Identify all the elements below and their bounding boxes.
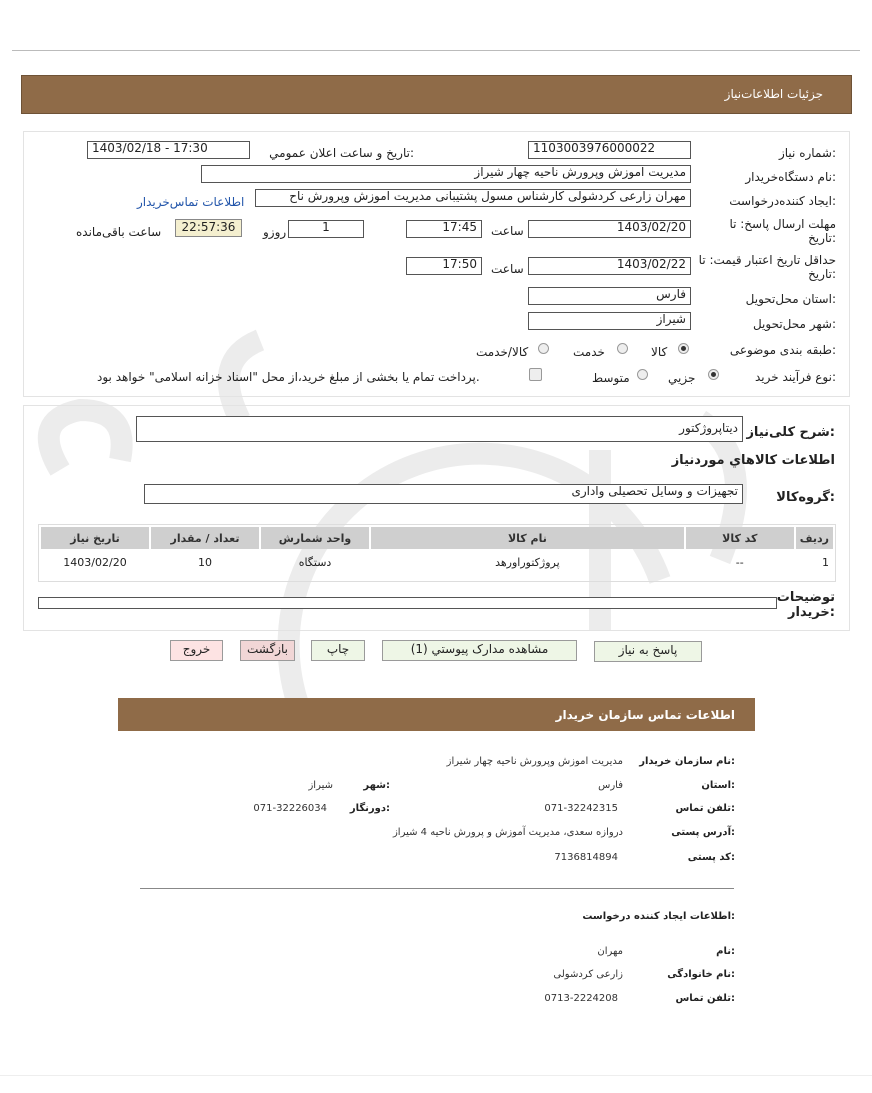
- creator-phone-label: تلفن تماس:: [675, 993, 735, 1004]
- items-table: [39, 525, 835, 575]
- need-desc-field: دیتاپروژکتور: [136, 416, 743, 442]
- category-option-service: خدمت: [573, 345, 605, 359]
- contact-postal-label: کد پستی:: [687, 852, 735, 863]
- process-radio-medium[interactable]: [637, 369, 648, 380]
- cell-quantity: 10: [198, 555, 212, 569]
- print-button[interactable]: چاپ: [311, 640, 365, 661]
- creator-name-label: نام:: [716, 946, 735, 957]
- view-attachments-button[interactable]: مشاهده مدارک پيوستي (1): [382, 640, 577, 661]
- price-valid-hour-label: ساعت: [491, 262, 524, 276]
- city-field: شیراز: [528, 312, 691, 330]
- cell-goods-code: --: [735, 555, 744, 569]
- province-label: استان محل‌تحويل:: [745, 292, 836, 306]
- cell-row: 1: [822, 555, 829, 569]
- price-valid-time-field: 17:50: [406, 257, 482, 275]
- need-number-field: 1103003976000022: [528, 141, 691, 159]
- category-label: طبقه بندی موضوعی:: [729, 343, 836, 357]
- contact-city-label: شهر:: [363, 780, 390, 791]
- cell-unit: دستگاه: [298, 555, 332, 569]
- contact-org-label: نام سازمان خریدار:: [639, 756, 735, 767]
- buyer-contact-header: [118, 698, 755, 731]
- reply-button[interactable]: پاسخ به نياز: [594, 641, 702, 662]
- process-option-minor: جزيي: [668, 371, 696, 385]
- col-unit: واحد شمارش: [261, 527, 369, 549]
- deadline-time-field: 17:45: [406, 220, 482, 238]
- col-quantity: تعداد / مقدار: [151, 527, 259, 549]
- details-header: [21, 75, 852, 114]
- deadline-date-field: 1403/02/20: [528, 220, 691, 238]
- treasury-payment-checkbox[interactable]: [529, 368, 542, 381]
- contact-org-value: مدیریت اموزش وپرورش ناحیه چهار شیراز: [446, 756, 623, 767]
- bottom-divider: [0, 1075, 872, 1076]
- cell-goods-name: پروژکتوراورهد: [495, 555, 560, 569]
- deadline-label: مهلت ارسال پاسخ: تا تاريخ:: [729, 217, 836, 245]
- contact-fax-label: دورنگار:: [349, 803, 390, 814]
- contact-phone-value: 071-32242315: [544, 803, 618, 814]
- goods-info-title: اطلاعات كالاهاي موردنياز: [671, 453, 835, 468]
- creator-family-value: زارعی کردشولی: [553, 969, 623, 980]
- contact-address-label: آدرس پستی:: [671, 827, 735, 838]
- days-label: روزو: [263, 225, 287, 239]
- process-label: نوع فرآيند خريد:: [754, 370, 836, 384]
- creator-name-value: مهران: [597, 946, 623, 957]
- process-radio-minor[interactable]: [708, 369, 719, 380]
- exit-button[interactable]: خروج: [170, 640, 223, 661]
- remaining-timer: 22:57:36: [175, 219, 242, 237]
- days-field: 1: [288, 220, 364, 238]
- contact-address-value: دروازه سعدی، مدیریت آموزش و پرورش ناحیه 4 شیراز: [392, 827, 623, 838]
- buyer-contact-link[interactable]: اطلاعات تماس‌خريدار: [137, 195, 245, 209]
- col-goods-name: نام كالا: [371, 527, 684, 549]
- announce-label: تاريخ و ساعت اعلان عمومي:: [269, 146, 414, 160]
- announce-field: 1403/02/18 - 17:30: [87, 141, 250, 159]
- province-field: فارس: [528, 287, 691, 305]
- treasury-payment-text: پرداخت تمام يا بخشی از مبلغ خريد،از محل "اسناد خزانه اسلامی" خواهد بود.: [97, 370, 480, 384]
- buyer-notes-label: توضيحات خريدار:: [776, 590, 835, 620]
- details-header-title: جزئیات اطلاعات‌نیاز: [724, 87, 823, 101]
- creator-phone-value: 0713-2224208: [544, 993, 618, 1004]
- category-radio-goods-service[interactable]: [538, 343, 549, 354]
- creator-info-title: اطلاعات ایجاد کننده درخواست:: [582, 911, 735, 922]
- category-option-goods: كالا: [651, 345, 668, 359]
- col-goods-code: کد كالا: [686, 527, 794, 549]
- contact-divider: [140, 888, 734, 889]
- deadline-hour-label: ساعت: [491, 224, 524, 238]
- top-divider: [12, 50, 860, 51]
- price-valid-date-field: 1403/02/22: [528, 257, 691, 275]
- items-table-frame: [38, 524, 836, 582]
- col-row: رديف: [796, 527, 833, 549]
- need-desc-label: شرح كلی‌نياز:: [746, 425, 835, 440]
- category-radio-goods[interactable]: [678, 343, 689, 354]
- back-button[interactable]: بازگشت: [240, 640, 295, 661]
- category-option-goods-service: كالا/خدمت: [476, 345, 529, 359]
- contact-postal-value: 7136814894: [554, 852, 618, 863]
- contact-city-value: شیراز: [308, 780, 333, 791]
- need-number-label: شماره نیاز:: [778, 146, 836, 160]
- remaining-label: ساعت باقی‌مانده: [76, 225, 162, 239]
- contact-province-label: استان:: [701, 780, 735, 791]
- buyer-notes-field: [38, 597, 777, 609]
- buyer-contact-title: اطلاعات تماس سازمان خریدار: [555, 708, 735, 722]
- items-table-header: [41, 527, 833, 549]
- creator-family-label: نام خانوادگی:: [667, 969, 735, 980]
- contact-fax-value: 071-32226034: [253, 803, 327, 814]
- contact-phone-label: تلفن تماس:: [675, 803, 735, 814]
- cell-need-date: 1403/02/20: [63, 555, 127, 569]
- table-row: [41, 551, 833, 573]
- goods-group-label: گروه‌کالا:: [776, 490, 835, 505]
- col-need-date: تاريخ نياز: [41, 527, 149, 549]
- city-label: شهر محل‌تحويل:: [752, 317, 836, 331]
- creator-field: مهران زارعی کردشولی کارشناس مسول پشتیبانی مدیریت اموزش وپرورش ناح: [255, 189, 691, 207]
- buyer-org-field: مدیریت اموزش وپرورش ناحیه چهار شیراز: [201, 165, 691, 183]
- category-radio-service[interactable]: [617, 343, 628, 354]
- process-option-medium: متوسط: [592, 371, 630, 385]
- buyer-org-label: نام دستگاه‌خريدار:: [745, 170, 836, 184]
- price-valid-label: حداقل تاريخ اعتبار قيمت: تا تاريخ:: [698, 253, 836, 281]
- goods-group-field: تجهیزات و وسایل تحصیلی واداری: [144, 484, 743, 504]
- contact-province-value: فارس: [598, 780, 623, 791]
- creator-label: ايجاد كننده‌درخواست:: [729, 194, 836, 208]
